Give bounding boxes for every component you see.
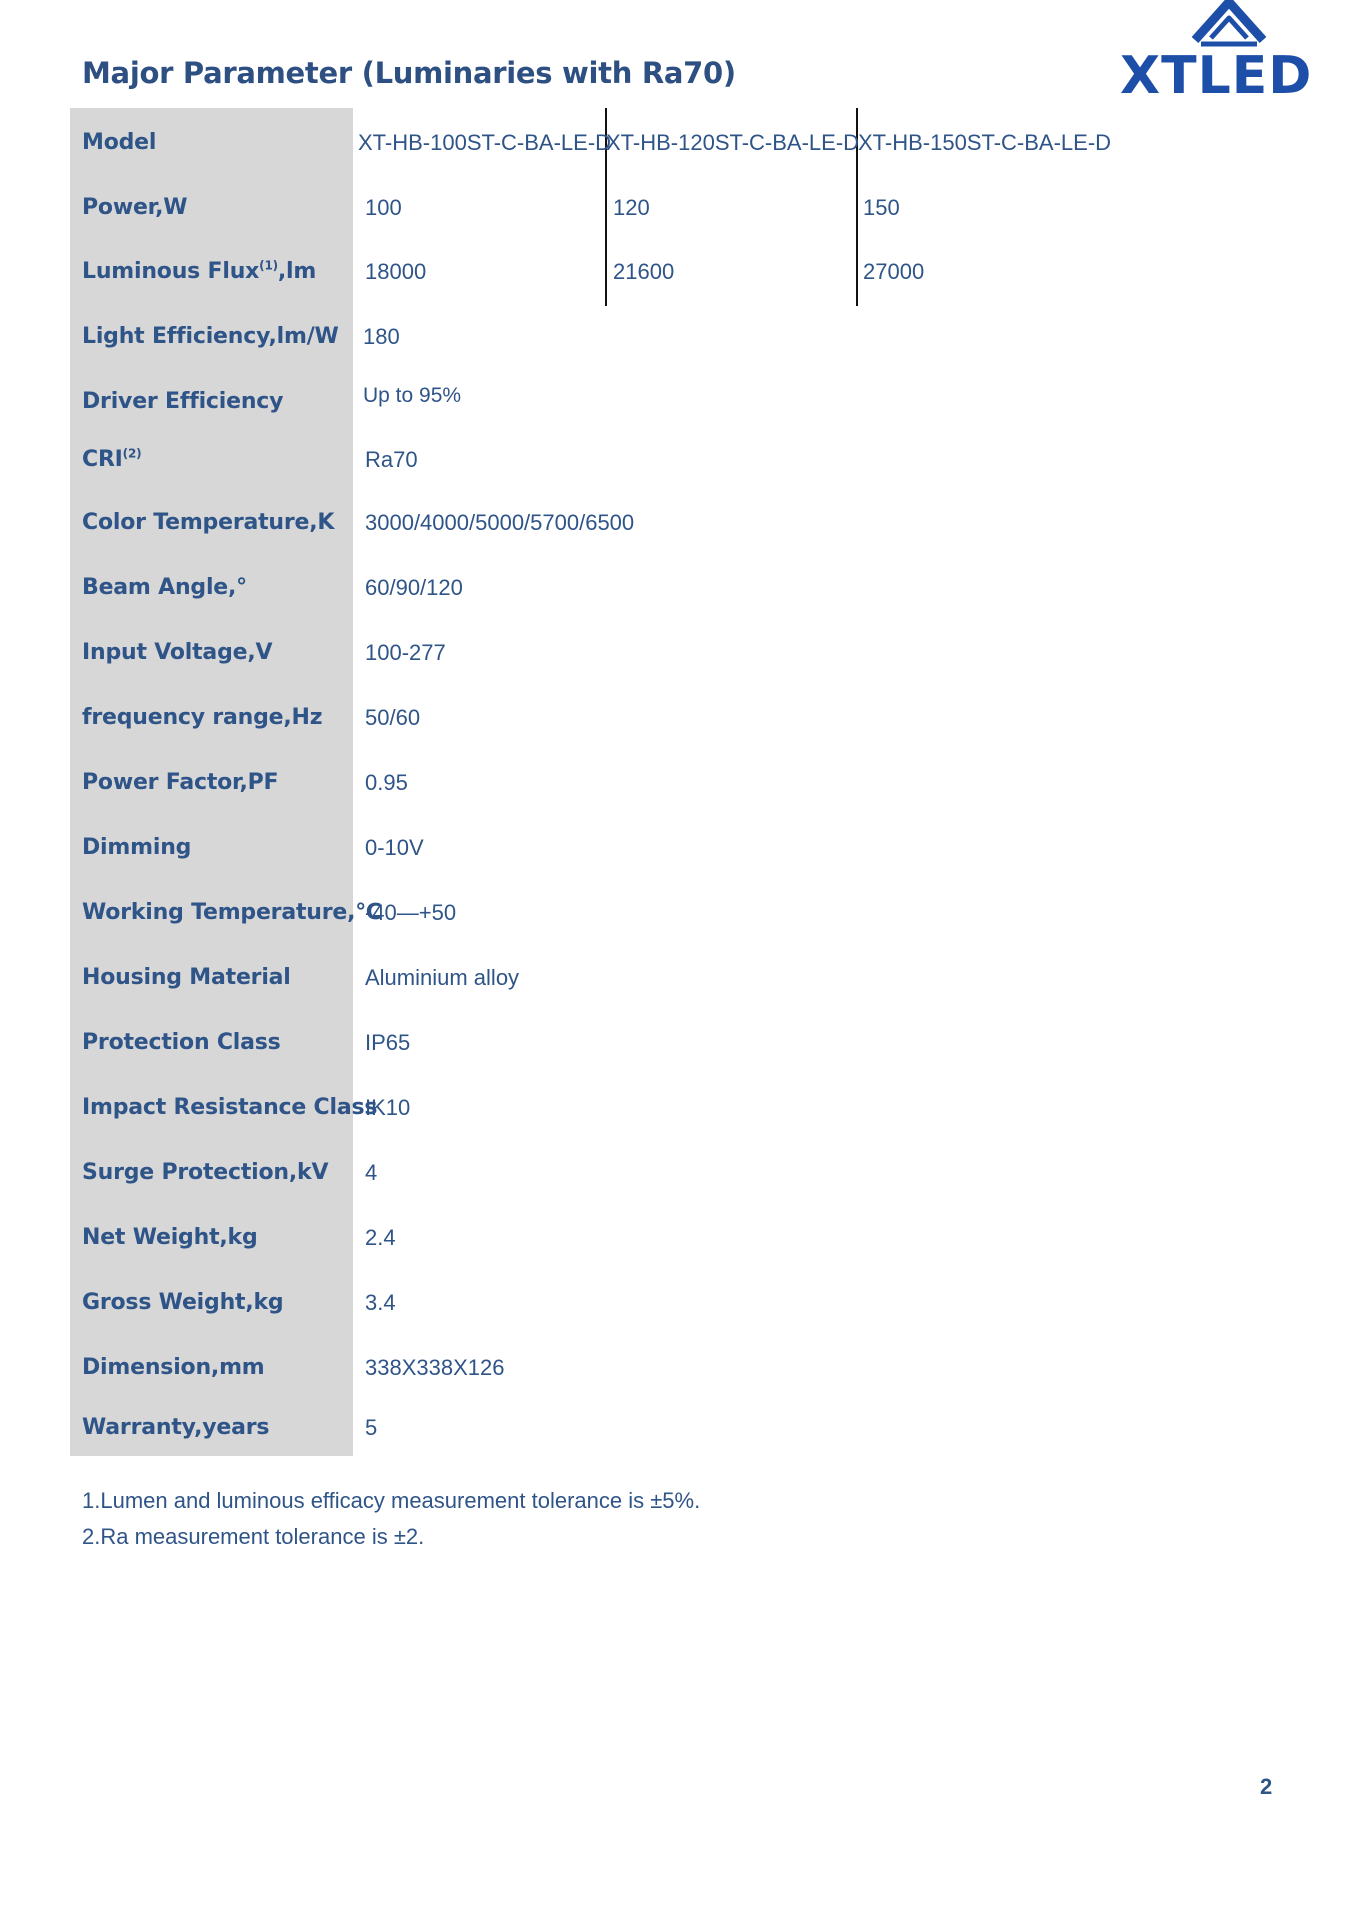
row-value: 3000/4000/5000/5700/6500 [365, 510, 635, 535]
table-row-power [0, 176, 1357, 240]
page-title: Major Parameter (Luminaries with Ra70) [82, 56, 736, 90]
row-label: Color Temperature,K [82, 510, 335, 535]
table-row-voltage [0, 621, 1357, 685]
row-label: Net Weight,kg [82, 1225, 258, 1250]
table-row-frequency [0, 686, 1357, 750]
row-value: 50/60 [365, 705, 421, 730]
row-label: Driver Efficiency [82, 389, 284, 414]
table-row-dimming [0, 816, 1357, 880]
row-label: Working Temperature,℃ [82, 900, 382, 925]
power-value-1: 100 [365, 195, 402, 220]
table-row-beam [0, 556, 1357, 620]
row-label: Light Efficiency,lm/W [82, 324, 339, 349]
row-value: IP65 [365, 1030, 411, 1055]
row-label: Dimension,mm [82, 1355, 265, 1380]
table-row-impact [0, 1076, 1357, 1140]
row-label: Luminous Flux$^{(1)}$,lm [82, 258, 317, 284]
table-row-gross-weight [0, 1271, 1357, 1335]
row-label: Gross Weight,kg [82, 1290, 284, 1315]
row-value: 60/90/120 [365, 575, 463, 600]
model-value-1: XT-HB-100ST-C-BA-LE-D [358, 130, 612, 155]
row-label: Beam Angle,° [82, 575, 247, 600]
row-value: 5 [365, 1415, 378, 1440]
flux-value-1: 18000 [365, 259, 427, 284]
row-label: Power Factor,PF [82, 770, 279, 795]
row-value: 100-277 [365, 640, 446, 665]
row-value: IK10 [365, 1095, 411, 1120]
footnote-2: 2.Ra measurement tolerance is ±2. [82, 1524, 425, 1549]
page-number: 2 [1260, 1774, 1273, 1799]
table-row-cri [0, 428, 1357, 492]
table-row-cct [0, 491, 1357, 555]
model-value-3: XT-HB-150ST-C-BA-LE-D [858, 130, 1112, 155]
model-value-2: XT-HB-120ST-C-BA-LE-D [606, 130, 860, 155]
flux-value-2: 21600 [613, 259, 675, 284]
row-label: Input Voltage,V [82, 640, 273, 665]
row-value: 0-10V [365, 835, 424, 860]
row-label: Dimming [82, 835, 192, 860]
table-row-efficiency [0, 305, 1357, 369]
row-value: 2.4 [365, 1225, 396, 1250]
table-row-surge [0, 1141, 1357, 1205]
table-row-net-weight [0, 1206, 1357, 1270]
table-row-protection [0, 1011, 1357, 1075]
row-value: 338X338X126 [365, 1355, 505, 1380]
table-row-luminous-flux [0, 240, 1357, 304]
row-value: -40—+50 [365, 900, 457, 925]
logo-text: XTLED [1120, 46, 1313, 106]
row-label: frequency range,Hz [82, 705, 323, 730]
footnote-1: 1.Lumen and luminous efficacy measurement tolerance is ±5%. [82, 1488, 701, 1513]
row-label: CRI$^{(2)}$ [82, 446, 142, 472]
table-row-dimension [0, 1336, 1357, 1400]
row-label: Warranty,years [82, 1415, 270, 1440]
row-value: 180 [363, 324, 400, 349]
row-value: 3.4 [365, 1290, 396, 1315]
table-row-working-temperature [0, 881, 1357, 945]
row-label: Impact Resistance Class [82, 1095, 378, 1120]
table-row-warranty [0, 1396, 1357, 1460]
flux-value-3: 27000 [863, 259, 925, 284]
table-row-driver [0, 370, 1357, 434]
row-value: Aluminium alloy [365, 965, 520, 990]
row-label: Housing Material [82, 965, 291, 990]
row-value: 4 [365, 1160, 378, 1185]
row-label: Protection Class [82, 1030, 281, 1055]
power-value-2: 120 [613, 195, 650, 220]
row-label: Surge Protection,kV [82, 1160, 329, 1185]
table-row-power-factor [0, 751, 1357, 815]
power-value-3: 150 [863, 195, 900, 220]
row-value: Up to 95% [363, 384, 462, 407]
table-row-model [0, 111, 1357, 175]
table-row-housing [0, 946, 1357, 1010]
row-label: Model [82, 130, 157, 155]
row-label: Power,W [82, 195, 188, 220]
row-value: 0.95 [365, 770, 408, 795]
row-value: Ra70 [365, 447, 418, 472]
